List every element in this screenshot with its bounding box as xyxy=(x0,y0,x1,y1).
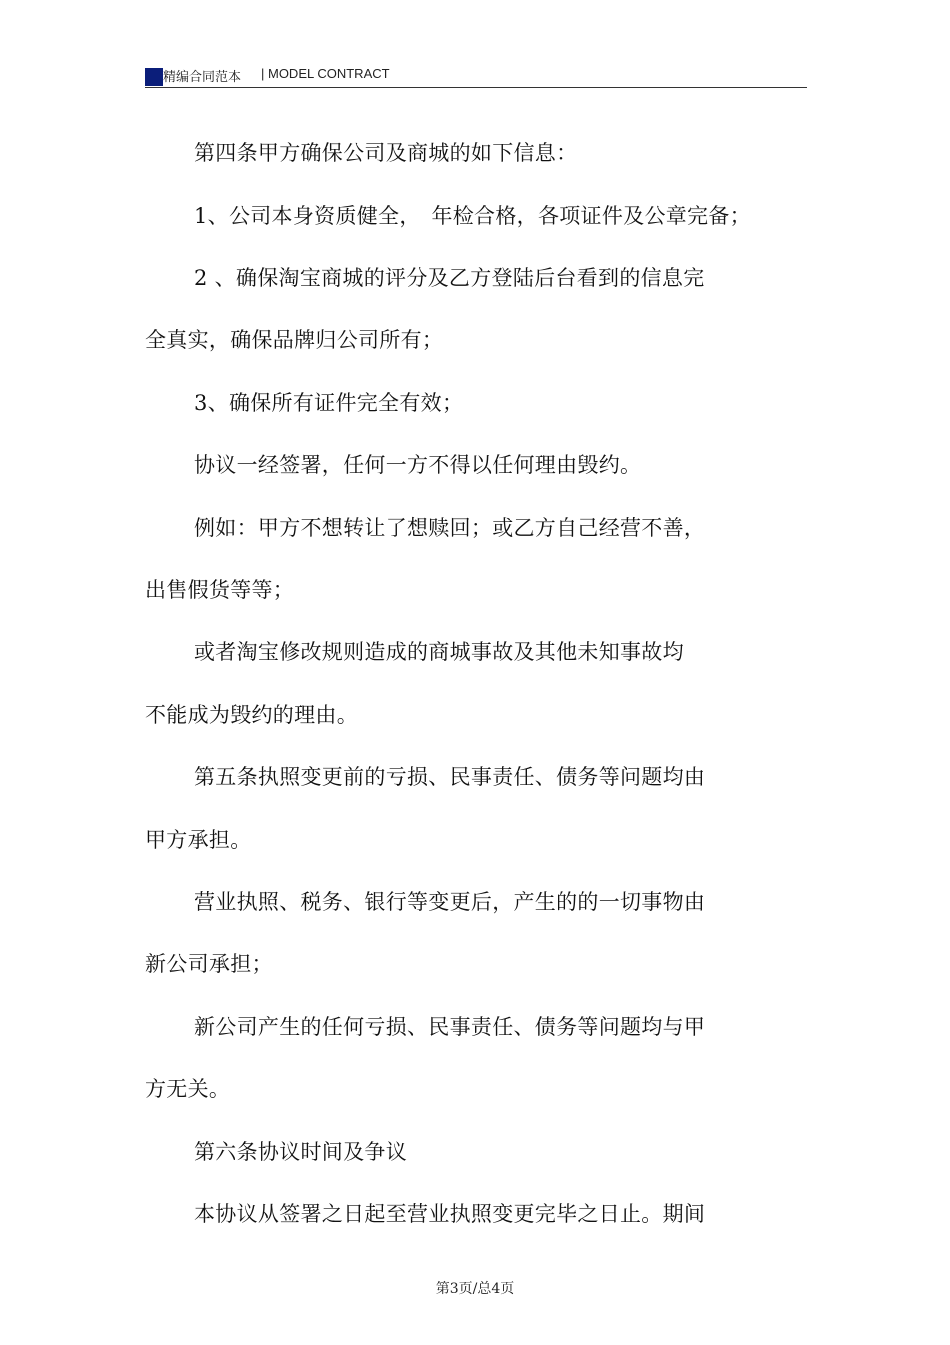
paragraph-line: 全真实，确保品牌归公司所有； xyxy=(145,328,444,352)
paragraph-line: 3、确保所有证件完全有效； xyxy=(194,391,464,415)
paragraph-line: 第五条执照变更前的亏损、民事责任、债务等问题均由 xyxy=(194,765,706,789)
page-number: 第3页/总4页 xyxy=(435,1281,515,1297)
paragraph-line: 甲方承担。 xyxy=(145,828,252,852)
paragraph-line: 第六条协议时间及争议 xyxy=(194,1140,407,1164)
header-subtitle: | MODEL CONTRACT xyxy=(261,66,390,81)
paragraph-line: 新公司产生的任何亏损、民事责任、债务等问题均与甲 xyxy=(194,1015,706,1039)
paragraph-line: 营业执照、税务、银行等变更后，产生的的一切事物由 xyxy=(194,890,706,914)
paragraph-line: 例如：甲方不想转让了想赎回；或乙方自己经营不善， xyxy=(194,516,706,540)
paragraph-line: 或者淘宝修改规则造成的商城事故及其他未知事故均 xyxy=(194,640,684,664)
paragraph-line: 1、公司本身资质健全， 年检合格，各项证件及公章完备； xyxy=(194,204,751,228)
header-divider xyxy=(145,87,807,88)
paragraph-line: 第四条甲方确保公司及商城的如下信息： xyxy=(194,141,578,165)
paragraph-line: 出售假货等等； xyxy=(145,578,295,602)
paragraph-line: 方无关。 xyxy=(145,1077,231,1101)
paragraph-line: 新公司承担； xyxy=(145,952,273,976)
paragraph-line: 2 、确保淘宝商城的评分及乙方登陆后台看到的信息完 xyxy=(194,266,705,290)
paragraph-line: 协议一经签署，任何一方不得以任何理由毁约。 xyxy=(194,453,642,477)
header-title: 精编合同范本 xyxy=(163,70,242,85)
page-header xyxy=(145,64,807,88)
header-logo-block xyxy=(145,68,163,86)
paragraph-line: 本协议从签署之日起至营业执照变更完毕之日止。期间 xyxy=(194,1202,706,1226)
paragraph-line: 不能成为毁约的理由。 xyxy=(145,703,358,727)
